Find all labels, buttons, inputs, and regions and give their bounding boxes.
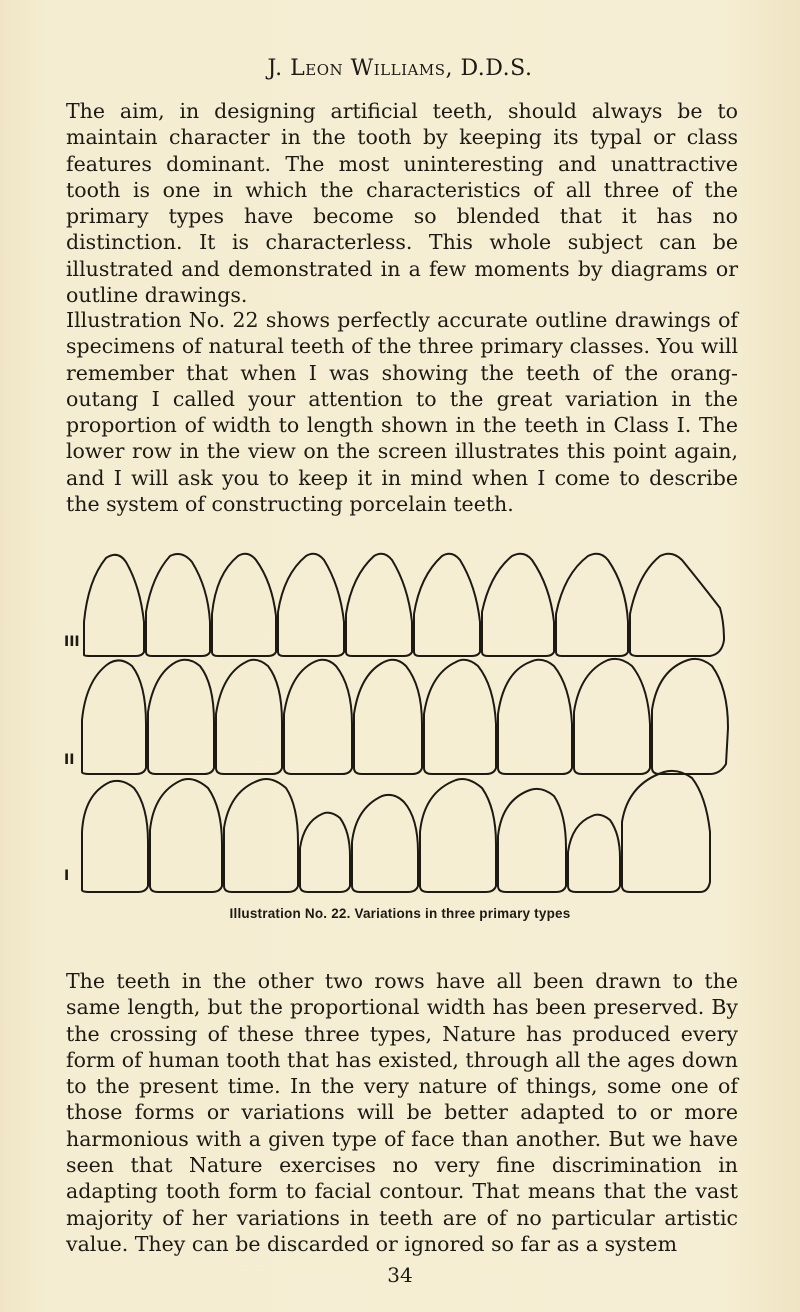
row-label-ii: II (64, 752, 75, 768)
paragraph-3: The teeth in the other two rows have all been drawn to the same length, but the proportional width has been preserved. By the crossing of these three types, Nature has produced every form of human tooth that has existed, through all the ages down to the present time. In the very nature of things, some one of those forms or variations will be better adapted to or more harmonious with a given type of face than another. But we have seen that Nature exercises no very fine discrimination in adapting tooth form to facial contour. That means that the vast majority of her variations in teeth are of no particular artistic value. They can be discarded or ignored so far as a system (66, 969, 738, 1256)
row-iii-teeth (84, 554, 724, 656)
tooth-outline-drawing (60, 552, 760, 902)
row-label-i: I (64, 868, 70, 884)
paragraph-1: The aim, in designing artificial teeth, should always be to maintain character in the tooth by keeping its typal or class features dominant. The most uninteresting and unattractive tooth is one in which the characteristics of all three of the primary types have become so blended that it has no distinction. It is characterless. This whole subject can be illustrated and demonstrated in a few moments by diagrams or outline drawings. (66, 99, 738, 308)
row-label-iii: III (64, 634, 80, 650)
tooth-outline-illustration (60, 552, 760, 934)
page-number: 34 (387, 1263, 413, 1287)
row-ii-teeth (82, 659, 728, 774)
row-i-teeth (82, 771, 710, 892)
paragraph-2: Illustration No. 22 shows perfectly accurate outline drawings of specimens of natural teeth of the three primary classes. You will remember that when I was showing the teeth of the orang-outang I called your attention to the great variation in the proportion of width to length shown in the teeth in Class I. The lower row in the view on the screen illustrates this point again, and I will ask you to keep it in mind when I come to describe the system of constructing porcelain teeth. (66, 308, 738, 517)
running-head: J. Leon Williams, D.D.S. (267, 56, 533, 81)
figure-caption: Illustration No. 22. Variations in three primary types (229, 906, 571, 921)
